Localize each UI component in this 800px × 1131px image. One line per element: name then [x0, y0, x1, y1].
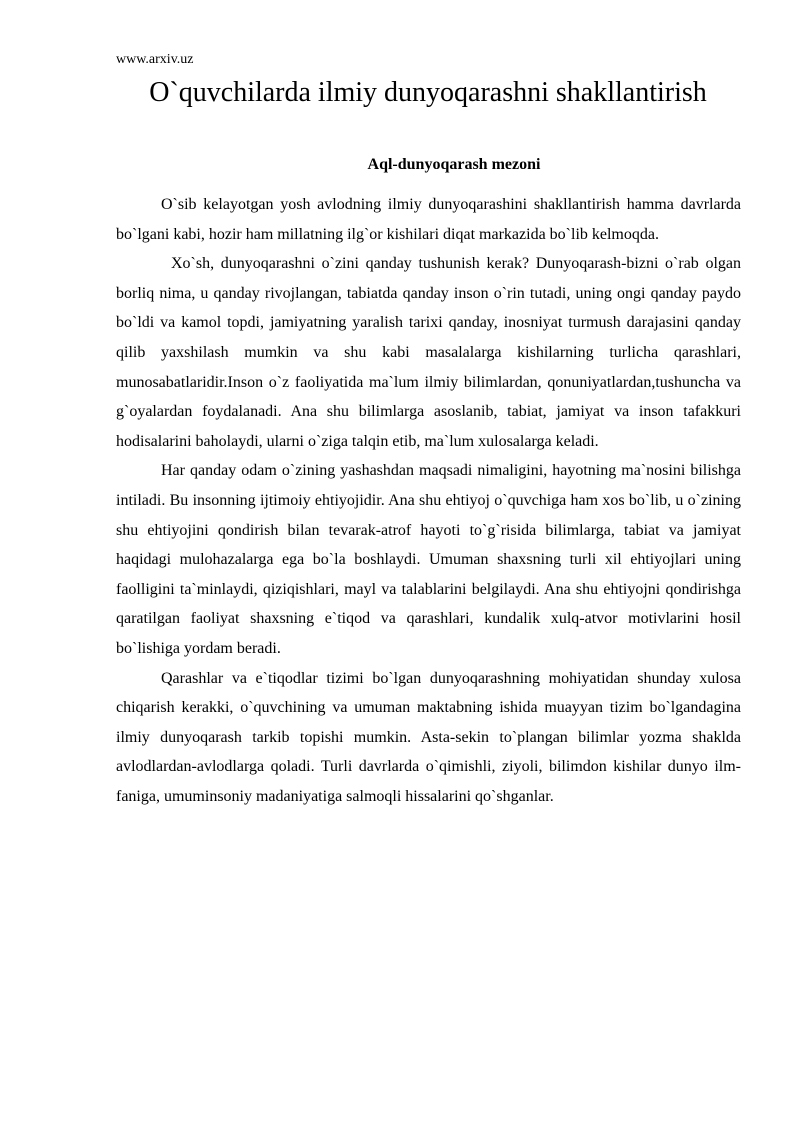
- section-subtitle: Aql-dunyoqarash mezoni: [367, 156, 541, 173]
- document-body: [116, 190, 741, 811]
- page-title: O`quvchilarda ilmiy dunyoqarashni shakllantirish: [149, 77, 707, 108]
- site-header: www.arxiv.uz: [116, 52, 194, 67]
- paragraph-3: Har qanday odam o`zining yashashdan maqsadi nimaligini, hayotning ma`nosini bilishga intiladi. Bu insonning ijtimoiy ehtiyojidir. Ana shu ehtiyoj o`quvchiga ham xos bo`lib, u o`zining shu ehtiyojini qondirish bilan tevarak-atrof hayoti to`g`risida bilimlarga, tabiat va jamiyat haqidagi mulohazalarga ega bo`la boshlaydi. Umuman shaxsning turli xil ehtiyojlari uning faolligini ta`minlaydi, qiziqishlari, mayl va talablarini belgilaydi. Ana shu ehtiyojni qondirishga qaratilgan faoliyat shaxsning e`tiqod va qarashlari, kundalik xulq-atvor motivlarini hosil bo`lishiga yordam beradi.: [116, 462, 741, 657]
- paragraph-4: Qarashlar va e`tiqodlar tizimi bo`lgan dunyoqarashning mohiyatidan shunday xulosa chiqarish kerakki, o`quvchining va umuman maktabning ishida muayyan tizim bo`lgandagina ilmiy dunyoqarash tarkib topishi mumkin. Asta-sekin to`plangan bilimlar yozma shaklda avlodlardan-avlodlarga qoladi. Turli davrlarda o`qimishli, ziyoli, bilimdon kishilar dunyo ilm-faniga, umuminsoniy madaniyatiga salmoqli hissalarini qo`shganlar.: [116, 669, 741, 805]
- paragraph-1: O`sib kelayotgan yosh avlodning ilmiy dunyoqarashini shakllantirish hamma davrlarda bo`lgani kabi, hozir ham millatning ilg`or kishilari diqat markazida bo`lib kelmoqda.: [116, 196, 741, 243]
- paragraph-2: Xo`sh, dunyoqarashni o`zini qanday tushunish kerak? Dunyoqarash-bizni o`rab olgan borliq nima, u qanday rivojlangan, tabiatda qanday inson o`rin tutadi, uning ongi qanday paydo bo`ldi va kamol topdi, jamiyatning yaralish tarixi qanday, inosniyat turmush darajasini qanday qilib yaxshilash mumkin va shu kabi masalalarga kishilarning turlicha qarashlari, munosabatlaridir.Inson o`z faoliyatida ma`lum ilmiy bilimlardan, qonuniyatlardan,tushuncha va g`oyalardan foydalanadi. Ana shu bilimlarga asoslanib, tabiat, jamiyat va inson tafakkuri hodisalarini baholaydi, ularni o`ziga talqin etib, ma`lum xulosalarga keladi.: [116, 255, 741, 450]
